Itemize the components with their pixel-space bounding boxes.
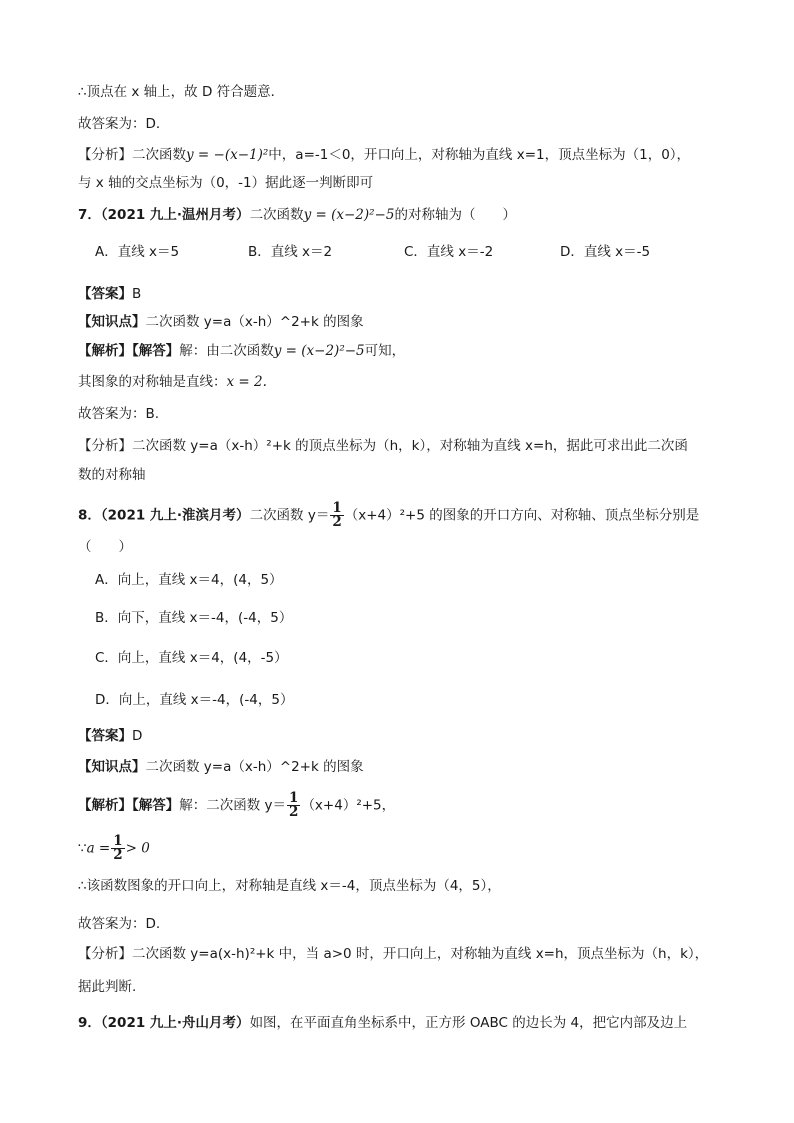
q7-solution-cont (78, 372, 267, 392)
fraction (330, 502, 343, 529)
denominator: 2 (289, 804, 299, 820)
q7-solution (78, 341, 405, 361)
q7-analysis-cont (78, 465, 146, 485)
text: ∴顶点在 x 轴上，故 D 符合题意． (78, 84, 285, 100)
equation: y = (x−2)²−5 (303, 207, 395, 223)
q7-option-d: D．直线 x＝-5 (560, 244, 651, 260)
q6-analysis (78, 145, 690, 165)
q9-title (78, 1013, 687, 1033)
equation: y = (x−2)²−5 (273, 343, 365, 359)
q7-option-b: B．直线 x＝2 (248, 244, 333, 260)
question-text: 二次函数 y＝ (249, 507, 330, 524)
denominator: 2 (332, 514, 342, 530)
analysis-text: 据此判断. (78, 979, 137, 995)
q8-option-b: B．向下，直线 x＝-4，(-4，5） (95, 610, 293, 626)
label: 【答案】 (78, 286, 132, 302)
label: 【解析】【解答】 (78, 797, 180, 814)
numerator: 1 (332, 500, 342, 516)
label: 【知识点】 (78, 759, 146, 775)
knowledge-text: 二次函数 y=a（x-h）^2+k 的图象 (145, 759, 364, 775)
fraction (111, 835, 124, 862)
q8-analysis-cont (78, 977, 136, 997)
question-source: （2021 九上·舟山月考） (100, 1015, 250, 1031)
analysis-text: 【分析】二次函数 y=a(x-h)²+k 中，当 a>0 时，开口向上，对称轴为直线 x=h，顶点坐标为（h，k）， (78, 946, 709, 962)
question-source: （2021 九上·淮滨月考） (100, 507, 250, 524)
label: 【答案】 (78, 728, 132, 744)
question-number: 9． (78, 1015, 101, 1031)
answer-value: B (132, 286, 142, 302)
label: 【解析】【解答】 (78, 343, 180, 359)
solution-text: 可知， (364, 343, 406, 359)
q8-because (78, 835, 150, 862)
knowledge-text: 二次函数 y=a（x-h）^2+k 的图象 (145, 314, 364, 330)
q8-knowledge-point (78, 757, 364, 777)
numerator: 1 (289, 790, 299, 806)
analysis-text: 与 x 轴的交点坐标为（0，-1）据此逐一判断即可 (78, 175, 374, 191)
solution-text: ∴该函数图象的开口向上，对称轴是直线 x＝-4，顶点坐标为（4，5）， (78, 878, 501, 894)
q8-option-c: C．向上，直线 x＝4，(4，-5） (95, 650, 288, 666)
q8-therefore (78, 876, 501, 896)
q8-answer (78, 726, 142, 746)
analysis-text: 中，a=-1＜0，开口向上，对称轴为直线 x=1，顶点坐标为（1，0）， (268, 147, 691, 163)
q7-option-c: C．直线 x＝-2 (404, 244, 494, 260)
analysis-text: 【分析】二次函数 (78, 147, 186, 163)
question-number: 7． (78, 207, 101, 223)
text: 故答案为：D． (78, 116, 170, 132)
equation: x = 2. (226, 374, 267, 390)
question-number: 8． (78, 507, 101, 524)
q8-option-a: A．向上，直线 x＝4，(4，5） (95, 572, 283, 588)
q8-solution (78, 792, 395, 819)
q7-answer (78, 284, 141, 304)
analysis-text: 数的对称轴 (78, 467, 146, 483)
solution-text: （x+4）²+5， (301, 797, 396, 814)
numerator: 1 (113, 833, 123, 849)
q7-title (78, 205, 516, 225)
q8-option-d: D．向上，直线 x＝-4，(-4，5） (95, 692, 294, 708)
text: （ ） (78, 539, 132, 555)
solution-text: 其图象的对称轴是直线： (78, 374, 227, 390)
solution-text: 解：由二次函数 (179, 343, 274, 359)
q7-analysis (78, 436, 688, 456)
question-text: 的对称轴为（ ） (394, 207, 516, 223)
denominator: 2 (113, 847, 123, 863)
conclusion-line (78, 82, 284, 102)
answer-line (78, 114, 169, 134)
question-source: （2021 九上·温州月考） (100, 207, 250, 223)
answer-value: D (132, 728, 143, 744)
question-text: （x+4）²+5 的图象的开口方向、对称轴、顶点坐标分别是 (344, 507, 700, 524)
label: 【知识点】 (78, 314, 146, 330)
analysis-text: 【分析】二次函数 y=a（x-h）²+k 的顶点坐标为（h，k），对称轴为直线 x=h，据此可求出此二次函 (78, 438, 688, 454)
q7-option-a: A．直线 x＝5 (95, 244, 180, 260)
q6-analysis-cont (78, 173, 373, 193)
question-text: 二次函数 (249, 207, 304, 223)
solution-text: 解：二次函数 y＝ (179, 797, 287, 814)
q8-paren (78, 537, 132, 557)
equation: y = −(x−1)² (186, 147, 269, 163)
fraction (287, 792, 300, 819)
equation: > 0 (125, 840, 150, 857)
q7-knowledge-point (78, 312, 364, 332)
q8-analysis (78, 944, 708, 964)
question-text: 如图，在平面直角坐标系中，正方形 OABC 的边长为 4，把它内部及边上 (249, 1015, 688, 1031)
q7-answer-final (78, 404, 159, 424)
text: 故答案为：D. (78, 916, 161, 932)
because-symbol: ∵ (78, 840, 87, 857)
q8-answer-final (78, 914, 160, 934)
equation: a = (86, 840, 111, 857)
text: 故答案为：B. (78, 406, 160, 422)
q8-title (78, 502, 699, 529)
